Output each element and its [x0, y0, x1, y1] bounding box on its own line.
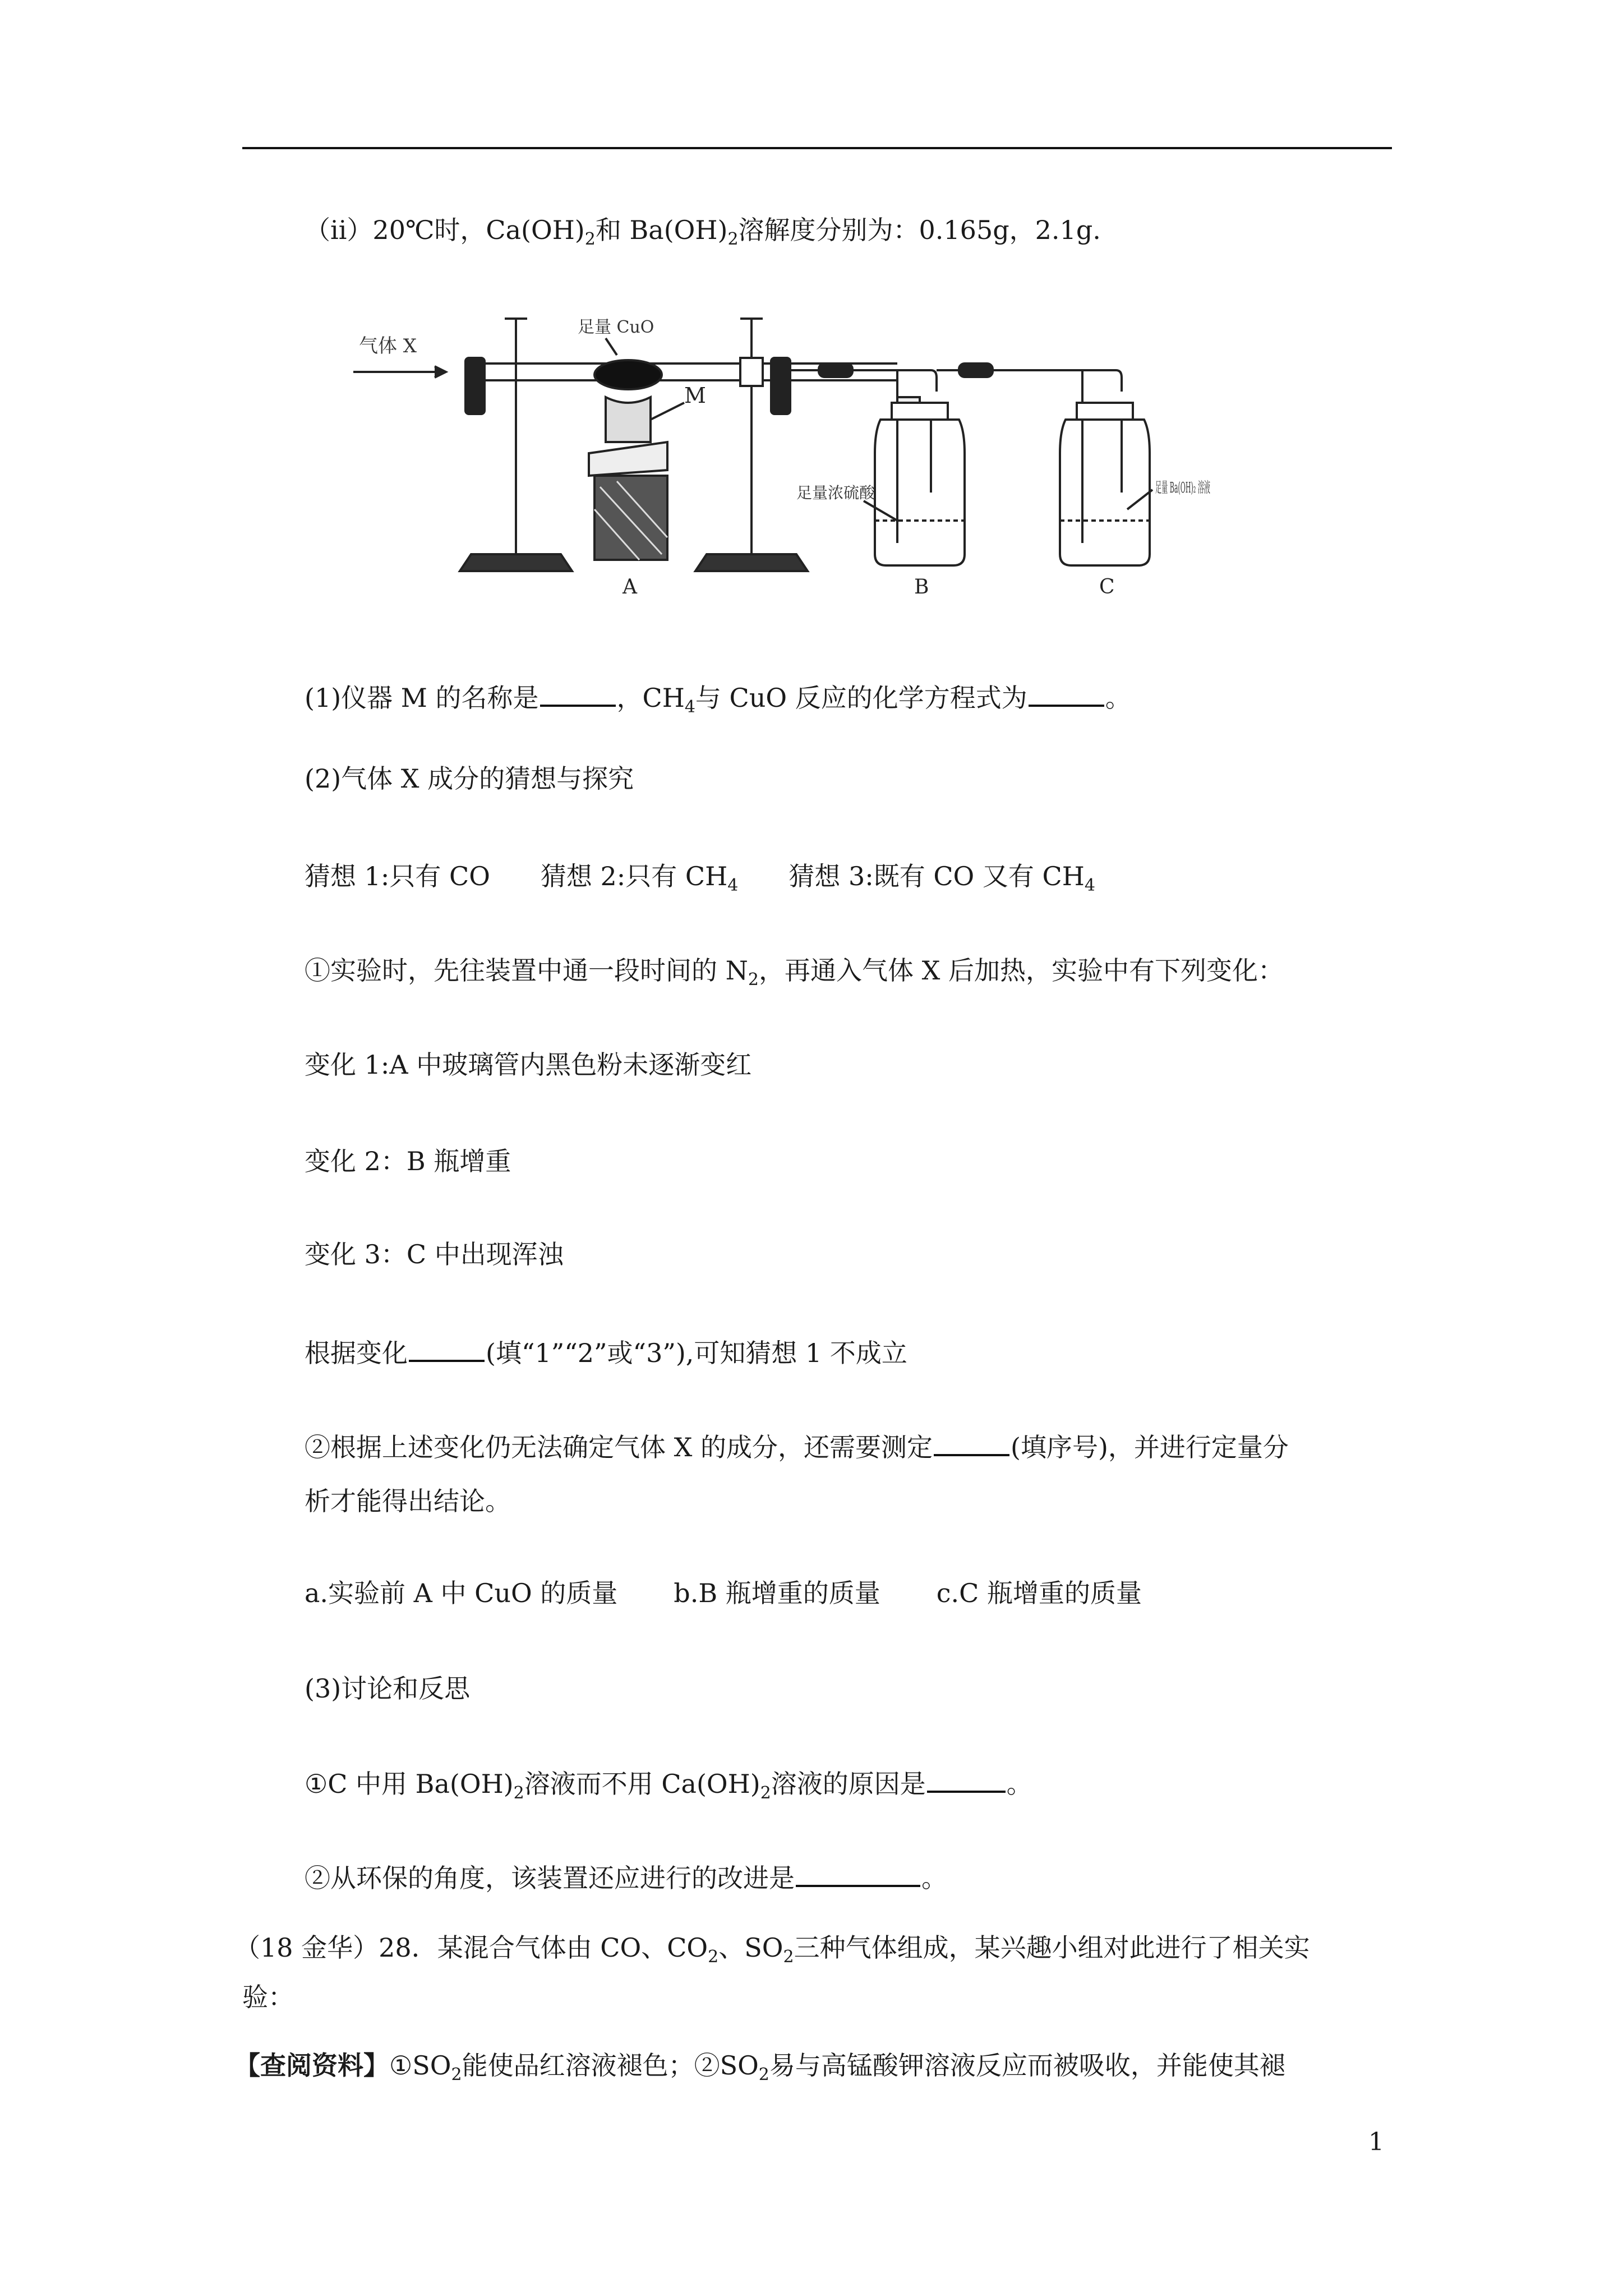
blank-equation[interactable] — [1029, 679, 1104, 707]
change-2: 变化 2：B 瓶增重 — [305, 1146, 511, 1176]
b-reagent-label: 足量浓硫酸 — [796, 484, 875, 502]
arrow-head — [435, 366, 446, 378]
options: a.实验前 A 中 CuO 的质量 b.B 瓶增重的质量 c.C 瓶增重的质量 — [305, 1578, 1142, 1608]
guesses: 猜想 1:只有 CO 猜想 2:只有 $CH_4$ 猜想 3:既有 CO 又有 $CH_4$ — [305, 861, 1095, 895]
blank-reason[interactable] — [927, 1765, 1006, 1793]
header-rule — [242, 147, 1392, 149]
page-number: 1 — [1368, 2128, 1384, 2156]
discussion-2: ②从环保的角度，该装置还应进行的改进是 。 — [305, 1859, 947, 1895]
gas-x-label: 气体 X — [359, 335, 417, 357]
question-1: (1)仪器 M 的名称是 ，$CH_4$与 CuO 反应的化学方程式为 。 — [305, 679, 1131, 715]
question-2-title: (2)气体 X 成分的猜想与探究 — [305, 763, 634, 794]
question-28: （18 金华）28．某混合气体由 CO、$CO_2$、$SO_2$三种气体组成，某兴趣小组对此进行了相关实 — [234, 1932, 1310, 1967]
blank-improvement[interactable] — [796, 1859, 920, 1887]
label-b: B — [914, 576, 929, 599]
reference-materials: 【查阅资料】$①SO_2$能使品红溶液褪色；$②SO_2$易与高锰酸钾溶液反应而被吸收，并能使其褪 — [234, 2050, 1285, 2085]
solubility-info: （ⅱ）20℃时，$Ca(OH)_2$和 $Ba(OH)_2$溶解度分别为：0.165g，2.1g. — [305, 215, 1101, 249]
discussion-1: ①C 中用 $Ba(OH)_2$溶液而不用 $Ca(OH)_2$溶液的原因是 。 — [305, 1765, 1032, 1801]
step-2: ②根据上述变化仍无法确定气体 X 的成分，还需要测定 (填序号)，并进行定量分 — [305, 1428, 1289, 1464]
cuo-label: 足量 CuO — [578, 318, 654, 337]
step-1: ①实验时，先往装置中通一段时间的 $N_2$，再通入气体 X 后加热，实验中有下列变化： — [305, 955, 1284, 990]
apparatus-figure — [336, 307, 1211, 599]
blank-option[interactable] — [934, 1428, 1009, 1456]
blank-change-number[interactable] — [409, 1334, 485, 1362]
step-2-cont: 析才能得出结论。 — [305, 1486, 511, 1516]
change-3: 变化 3：C 中出现浑浊 — [305, 1239, 564, 1269]
question-3-title: (3)讨论和反思 — [305, 1673, 471, 1704]
label-c: C — [1099, 576, 1115, 599]
m-label: M — [684, 383, 706, 408]
c-reagent-label: 足量 Ba(OH)₂ 溶液 — [1155, 480, 1210, 496]
question-28-cont: 验： — [242, 1982, 294, 2012]
label-a: A — [623, 576, 637, 599]
change-1: 变化 1:A 中玻璃管内黑色粉未逐渐变红 — [305, 1050, 752, 1080]
conclusion-1: 根据变化 (填“1”“2”或“3”),可知猜想 1 不成立 — [305, 1334, 907, 1370]
blank-instrument-name[interactable] — [540, 679, 616, 707]
